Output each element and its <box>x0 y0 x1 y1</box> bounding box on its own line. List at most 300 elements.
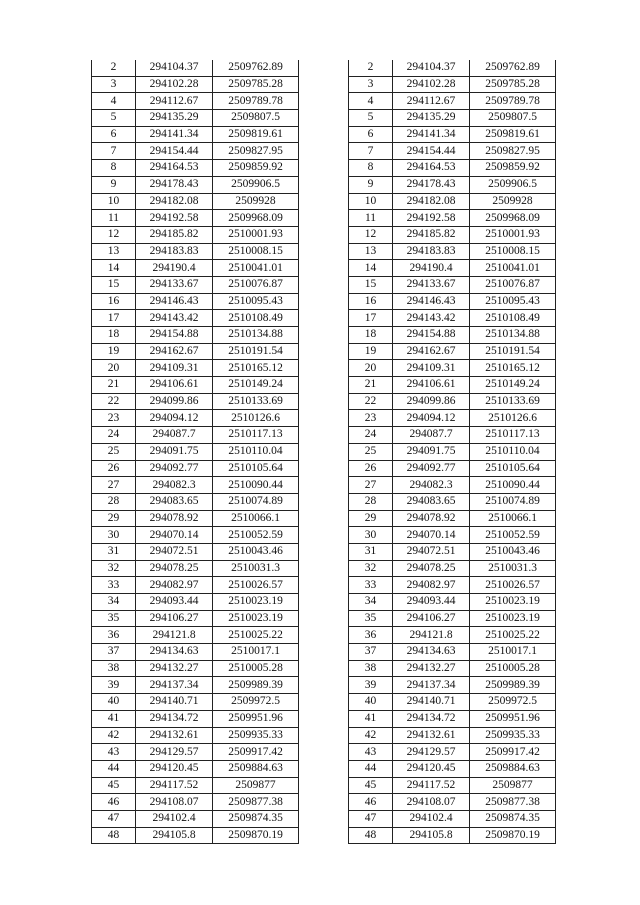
table-row <box>92 243 299 260</box>
x-coordinate-cell: 294154.88 <box>393 327 470 344</box>
point-number-cell: 41 <box>92 710 136 727</box>
x-coordinate-cell: 294078.92 <box>393 510 470 527</box>
coordinate-table-right <box>348 60 556 844</box>
y-coordinate-cell: 2510026.57 <box>213 577 299 594</box>
point-number-cell: 46 <box>92 794 136 811</box>
y-coordinate-cell: 2510117.13 <box>470 427 556 444</box>
table-row <box>92 543 299 560</box>
point-number-cell: 27 <box>92 477 136 494</box>
point-number-cell: 33 <box>92 577 136 594</box>
point-number-cell: 21 <box>92 377 136 394</box>
point-number-cell: 16 <box>349 293 393 310</box>
point-number-cell: 47 <box>349 810 393 827</box>
y-coordinate-cell: 2510043.46 <box>470 543 556 560</box>
y-coordinate-cell: 2510008.15 <box>213 243 299 260</box>
point-number-cell: 7 <box>349 143 393 160</box>
point-number-cell: 31 <box>92 543 136 560</box>
table-row <box>92 577 299 594</box>
table-row <box>92 193 299 210</box>
y-coordinate-cell: 2509789.78 <box>470 93 556 110</box>
x-coordinate-cell: 294078.92 <box>136 510 213 527</box>
x-coordinate-cell: 294082.3 <box>136 477 213 494</box>
x-coordinate-cell: 294093.44 <box>393 594 470 611</box>
point-number-cell: 35 <box>349 610 393 627</box>
y-coordinate-cell: 2510052.59 <box>470 527 556 544</box>
y-coordinate-cell: 2509874.35 <box>213 810 299 827</box>
point-number-cell: 29 <box>92 510 136 527</box>
y-coordinate-cell: 2510023.19 <box>470 594 556 611</box>
x-coordinate-cell: 294178.43 <box>136 176 213 193</box>
table-row <box>92 327 299 344</box>
point-number-cell: 24 <box>349 427 393 444</box>
y-coordinate-cell: 2510149.24 <box>213 377 299 394</box>
x-coordinate-cell: 294094.12 <box>393 410 470 427</box>
table-row <box>92 710 299 727</box>
point-number-cell: 37 <box>349 644 393 661</box>
y-coordinate-cell: 2509972.5 <box>470 694 556 711</box>
point-number-cell: 7 <box>92 143 136 160</box>
x-coordinate-cell: 294093.44 <box>136 594 213 611</box>
y-coordinate-cell: 2510117.13 <box>213 427 299 444</box>
y-coordinate-cell: 2509906.5 <box>213 176 299 193</box>
x-coordinate-cell: 294106.27 <box>136 610 213 627</box>
x-coordinate-cell: 294143.42 <box>393 310 470 327</box>
point-number-cell: 37 <box>92 644 136 661</box>
point-number-cell: 9 <box>349 176 393 193</box>
table-row <box>92 460 299 477</box>
table-row <box>349 226 556 243</box>
table-row <box>92 427 299 444</box>
table-row <box>92 510 299 527</box>
y-coordinate-cell: 2510090.44 <box>470 477 556 494</box>
point-number-cell: 20 <box>349 360 393 377</box>
point-number-cell: 23 <box>349 410 393 427</box>
x-coordinate-cell: 294083.65 <box>136 493 213 510</box>
y-coordinate-cell: 2509859.92 <box>213 160 299 177</box>
point-number-cell: 30 <box>349 527 393 544</box>
table-row <box>92 93 299 110</box>
table-row <box>349 360 556 377</box>
table-row <box>92 76 299 93</box>
x-coordinate-cell: 294140.71 <box>393 694 470 711</box>
x-coordinate-cell: 294082.97 <box>136 577 213 594</box>
x-coordinate-cell: 294112.67 <box>136 93 213 110</box>
table-row <box>349 310 556 327</box>
y-coordinate-cell: 2510110.04 <box>470 443 556 460</box>
table-row <box>349 460 556 477</box>
y-coordinate-cell: 2510031.3 <box>213 560 299 577</box>
y-coordinate-cell: 2509951.96 <box>470 710 556 727</box>
point-number-cell: 11 <box>92 210 136 227</box>
x-coordinate-cell: 294120.45 <box>136 760 213 777</box>
point-number-cell: 13 <box>92 243 136 260</box>
x-coordinate-cell: 294102.28 <box>393 76 470 93</box>
table-row <box>92 226 299 243</box>
point-number-cell: 18 <box>349 327 393 344</box>
x-coordinate-cell: 294129.57 <box>393 744 470 761</box>
table-row <box>349 477 556 494</box>
x-coordinate-cell: 294120.45 <box>393 760 470 777</box>
table-row <box>92 110 299 127</box>
x-coordinate-cell: 294132.27 <box>393 660 470 677</box>
point-number-cell: 12 <box>92 226 136 243</box>
y-coordinate-cell: 2510052.59 <box>213 527 299 544</box>
table-row <box>349 93 556 110</box>
x-coordinate-cell: 294087.7 <box>136 427 213 444</box>
point-number-cell: 19 <box>349 343 393 360</box>
point-number-cell: 17 <box>92 310 136 327</box>
x-coordinate-cell: 294099.86 <box>136 393 213 410</box>
x-coordinate-cell: 294102.28 <box>136 76 213 93</box>
y-coordinate-cell: 2509877.38 <box>470 794 556 811</box>
y-coordinate-cell: 2509877 <box>213 777 299 794</box>
x-coordinate-cell: 294162.67 <box>136 343 213 360</box>
x-coordinate-cell: 294072.51 <box>136 543 213 560</box>
y-coordinate-cell: 2510066.1 <box>470 510 556 527</box>
table-row <box>92 744 299 761</box>
point-number-cell: 46 <box>349 794 393 811</box>
y-coordinate-cell: 2510133.69 <box>213 393 299 410</box>
table-row <box>92 443 299 460</box>
table-row <box>349 126 556 143</box>
x-coordinate-cell: 294192.58 <box>136 210 213 227</box>
table-row <box>349 627 556 644</box>
point-number-cell: 29 <box>349 510 393 527</box>
x-coordinate-cell: 294121.8 <box>393 627 470 644</box>
y-coordinate-cell: 2510043.46 <box>213 543 299 560</box>
x-coordinate-cell: 294132.61 <box>136 727 213 744</box>
table-row <box>349 594 556 611</box>
y-coordinate-cell: 2509870.19 <box>470 827 556 844</box>
y-coordinate-cell: 2510076.87 <box>470 276 556 293</box>
point-number-cell: 8 <box>349 160 393 177</box>
table-row <box>349 677 556 694</box>
point-number-cell: 43 <box>92 744 136 761</box>
point-number-cell: 40 <box>92 694 136 711</box>
y-coordinate-cell: 2510066.1 <box>213 510 299 527</box>
table-row <box>349 443 556 460</box>
point-number-cell: 26 <box>92 460 136 477</box>
x-coordinate-cell: 294133.67 <box>136 276 213 293</box>
table-row <box>92 410 299 427</box>
x-coordinate-cell: 294129.57 <box>136 744 213 761</box>
point-number-cell: 2 <box>92 60 136 76</box>
x-coordinate-cell: 294137.34 <box>136 677 213 694</box>
point-number-cell: 9 <box>92 176 136 193</box>
y-coordinate-cell: 2509989.39 <box>213 677 299 694</box>
x-coordinate-cell: 294106.61 <box>136 377 213 394</box>
x-coordinate-cell: 294082.3 <box>393 477 470 494</box>
y-coordinate-cell: 2509807.5 <box>470 110 556 127</box>
table-row <box>349 777 556 794</box>
y-coordinate-cell: 2509785.28 <box>470 76 556 93</box>
point-number-cell: 4 <box>92 93 136 110</box>
point-number-cell: 23 <box>92 410 136 427</box>
table-row <box>349 493 556 510</box>
y-coordinate-cell: 2509877.38 <box>213 794 299 811</box>
table-row <box>92 660 299 677</box>
x-coordinate-cell: 294102.4 <box>393 810 470 827</box>
y-coordinate-cell: 2510017.1 <box>213 644 299 661</box>
coordinate-table-left <box>91 60 299 844</box>
y-coordinate-cell: 2510095.43 <box>213 293 299 310</box>
table-row <box>92 377 299 394</box>
y-coordinate-cell: 2509989.39 <box>470 677 556 694</box>
x-coordinate-cell: 294112.67 <box>393 93 470 110</box>
point-number-cell: 35 <box>92 610 136 627</box>
point-number-cell: 43 <box>349 744 393 761</box>
table-row <box>349 210 556 227</box>
y-coordinate-cell: 2510001.93 <box>213 226 299 243</box>
x-coordinate-cell: 294133.67 <box>393 276 470 293</box>
table-row <box>349 610 556 627</box>
y-coordinate-cell: 2510041.01 <box>213 260 299 277</box>
x-coordinate-cell: 294109.31 <box>136 360 213 377</box>
table-row <box>349 260 556 277</box>
x-coordinate-cell: 294109.31 <box>393 360 470 377</box>
x-coordinate-cell: 294190.4 <box>393 260 470 277</box>
y-coordinate-cell: 2510133.69 <box>470 393 556 410</box>
x-coordinate-cell: 294135.29 <box>393 110 470 127</box>
table-row <box>349 827 556 844</box>
point-number-cell: 28 <box>349 493 393 510</box>
x-coordinate-cell: 294185.82 <box>136 226 213 243</box>
x-coordinate-cell: 294143.42 <box>136 310 213 327</box>
y-coordinate-cell: 2510110.04 <box>213 443 299 460</box>
y-coordinate-cell: 2509972.5 <box>213 694 299 711</box>
x-coordinate-cell: 294078.25 <box>136 560 213 577</box>
table-row <box>349 193 556 210</box>
y-coordinate-cell: 2510165.12 <box>213 360 299 377</box>
point-number-cell: 31 <box>349 543 393 560</box>
table-row <box>349 76 556 93</box>
x-coordinate-cell: 294190.4 <box>136 260 213 277</box>
point-number-cell: 10 <box>92 193 136 210</box>
table-row <box>349 60 556 76</box>
x-coordinate-cell: 294108.07 <box>393 794 470 811</box>
y-coordinate-cell: 2510023.19 <box>213 594 299 611</box>
table-row <box>349 577 556 594</box>
point-number-cell: 39 <box>349 677 393 694</box>
y-coordinate-cell: 2509827.95 <box>213 143 299 160</box>
table-row <box>349 243 556 260</box>
point-number-cell: 21 <box>349 377 393 394</box>
point-number-cell: 32 <box>92 560 136 577</box>
point-number-cell: 36 <box>92 627 136 644</box>
x-coordinate-cell: 294164.53 <box>136 160 213 177</box>
table-row <box>92 827 299 844</box>
table-row <box>92 760 299 777</box>
y-coordinate-cell: 2509859.92 <box>470 160 556 177</box>
table-row <box>349 410 556 427</box>
point-number-cell: 8 <box>92 160 136 177</box>
point-number-cell: 14 <box>92 260 136 277</box>
y-coordinate-cell: 2510105.64 <box>213 460 299 477</box>
x-coordinate-cell: 294083.65 <box>393 493 470 510</box>
y-coordinate-cell: 2509951.96 <box>213 710 299 727</box>
y-coordinate-cell: 2510017.1 <box>470 644 556 661</box>
table-row <box>349 560 556 577</box>
y-coordinate-cell: 2509789.78 <box>213 93 299 110</box>
point-number-cell: 3 <box>92 76 136 93</box>
x-coordinate-cell: 294104.37 <box>136 60 213 76</box>
table-row <box>92 644 299 661</box>
y-coordinate-cell: 2509827.95 <box>470 143 556 160</box>
y-coordinate-cell: 2510108.49 <box>470 310 556 327</box>
point-number-cell: 5 <box>92 110 136 127</box>
point-number-cell: 13 <box>349 243 393 260</box>
x-coordinate-cell: 294134.72 <box>136 710 213 727</box>
point-number-cell: 28 <box>92 493 136 510</box>
point-number-cell: 17 <box>349 310 393 327</box>
table-row <box>349 427 556 444</box>
table-row <box>92 594 299 611</box>
table-row <box>349 160 556 177</box>
x-coordinate-cell: 294106.27 <box>393 610 470 627</box>
x-coordinate-cell: 294132.27 <box>136 660 213 677</box>
table-row <box>92 560 299 577</box>
point-number-cell: 15 <box>349 276 393 293</box>
x-coordinate-cell: 294092.77 <box>393 460 470 477</box>
point-number-cell: 40 <box>349 694 393 711</box>
table-row <box>349 276 556 293</box>
table-row <box>349 510 556 527</box>
y-coordinate-cell: 2510005.28 <box>470 660 556 677</box>
table-row <box>92 60 299 76</box>
y-coordinate-cell: 2510134.88 <box>470 327 556 344</box>
table-row <box>349 794 556 811</box>
y-coordinate-cell: 2510005.28 <box>213 660 299 677</box>
y-coordinate-cell: 2510149.24 <box>470 377 556 394</box>
y-coordinate-cell: 2509935.33 <box>470 727 556 744</box>
x-coordinate-cell: 294137.34 <box>393 677 470 694</box>
point-number-cell: 48 <box>349 827 393 844</box>
point-number-cell: 25 <box>349 443 393 460</box>
table-row <box>92 293 299 310</box>
y-coordinate-cell: 2509807.5 <box>213 110 299 127</box>
y-coordinate-cell: 2510126.6 <box>470 410 556 427</box>
x-coordinate-cell: 294091.75 <box>393 443 470 460</box>
y-coordinate-cell: 2510008.15 <box>470 243 556 260</box>
y-coordinate-cell: 2509762.89 <box>470 60 556 76</box>
table-row <box>92 143 299 160</box>
x-coordinate-cell: 294141.34 <box>393 126 470 143</box>
point-number-cell: 41 <box>349 710 393 727</box>
table-row <box>349 110 556 127</box>
x-coordinate-cell: 294183.83 <box>393 243 470 260</box>
table-row <box>92 477 299 494</box>
point-number-cell: 4 <box>349 93 393 110</box>
table-row <box>349 527 556 544</box>
x-coordinate-cell: 294164.53 <box>393 160 470 177</box>
y-coordinate-cell: 2510076.87 <box>213 276 299 293</box>
x-coordinate-cell: 294182.08 <box>393 193 470 210</box>
y-coordinate-cell: 2509928 <box>213 193 299 210</box>
y-coordinate-cell: 2509877 <box>470 777 556 794</box>
point-number-cell: 34 <box>92 594 136 611</box>
x-coordinate-cell: 294162.67 <box>393 343 470 360</box>
point-number-cell: 38 <box>92 660 136 677</box>
point-number-cell: 18 <box>92 327 136 344</box>
x-coordinate-cell: 294105.8 <box>136 827 213 844</box>
table-row <box>349 327 556 344</box>
point-number-cell: 33 <box>349 577 393 594</box>
x-coordinate-cell: 294183.83 <box>136 243 213 260</box>
table-row <box>349 393 556 410</box>
point-number-cell: 22 <box>349 393 393 410</box>
point-number-cell: 20 <box>92 360 136 377</box>
y-coordinate-cell: 2509935.33 <box>213 727 299 744</box>
x-coordinate-cell: 294185.82 <box>393 226 470 243</box>
y-coordinate-cell: 2509884.63 <box>470 760 556 777</box>
point-number-cell: 47 <box>92 810 136 827</box>
point-number-cell: 36 <box>349 627 393 644</box>
point-number-cell: 34 <box>349 594 393 611</box>
y-coordinate-cell: 2509917.42 <box>470 744 556 761</box>
x-coordinate-cell: 294070.14 <box>136 527 213 544</box>
x-coordinate-cell: 294108.07 <box>136 794 213 811</box>
table-row <box>349 293 556 310</box>
x-coordinate-cell: 294094.12 <box>136 410 213 427</box>
point-number-cell: 5 <box>349 110 393 127</box>
x-coordinate-cell: 294182.08 <box>136 193 213 210</box>
table-row <box>92 727 299 744</box>
point-number-cell: 42 <box>92 727 136 744</box>
table-row <box>92 794 299 811</box>
y-coordinate-cell: 2509874.35 <box>470 810 556 827</box>
y-coordinate-cell: 2510165.12 <box>470 360 556 377</box>
table-row <box>92 627 299 644</box>
x-coordinate-cell: 294072.51 <box>393 543 470 560</box>
table-row <box>92 176 299 193</box>
table-row <box>349 176 556 193</box>
table-row <box>92 343 299 360</box>
y-coordinate-cell: 2510134.88 <box>213 327 299 344</box>
table-row <box>92 493 299 510</box>
x-coordinate-cell: 294146.43 <box>393 293 470 310</box>
table-row <box>349 694 556 711</box>
y-coordinate-cell: 2509968.09 <box>213 210 299 227</box>
y-coordinate-cell: 2510191.54 <box>470 343 556 360</box>
y-coordinate-cell: 2510026.57 <box>470 577 556 594</box>
x-coordinate-cell: 294178.43 <box>393 176 470 193</box>
point-number-cell: 32 <box>349 560 393 577</box>
y-coordinate-cell: 2509884.63 <box>213 760 299 777</box>
x-coordinate-cell: 294102.4 <box>136 810 213 827</box>
point-number-cell: 22 <box>92 393 136 410</box>
table-row <box>92 260 299 277</box>
y-coordinate-cell: 2510191.54 <box>213 343 299 360</box>
x-coordinate-cell: 294154.44 <box>136 143 213 160</box>
y-coordinate-cell: 2509819.61 <box>213 126 299 143</box>
table-row <box>92 777 299 794</box>
y-coordinate-cell: 2509928 <box>470 193 556 210</box>
table-row <box>349 660 556 677</box>
y-coordinate-cell: 2510074.89 <box>470 493 556 510</box>
point-number-cell: 45 <box>92 777 136 794</box>
table-row <box>92 276 299 293</box>
table-row <box>92 360 299 377</box>
point-number-cell: 6 <box>349 126 393 143</box>
x-coordinate-cell: 294192.58 <box>393 210 470 227</box>
table-row <box>349 644 556 661</box>
x-coordinate-cell: 294104.37 <box>393 60 470 76</box>
point-number-cell: 44 <box>349 760 393 777</box>
point-number-cell: 11 <box>349 210 393 227</box>
point-number-cell: 48 <box>92 827 136 844</box>
y-coordinate-cell: 2509968.09 <box>470 210 556 227</box>
point-number-cell: 39 <box>92 677 136 694</box>
